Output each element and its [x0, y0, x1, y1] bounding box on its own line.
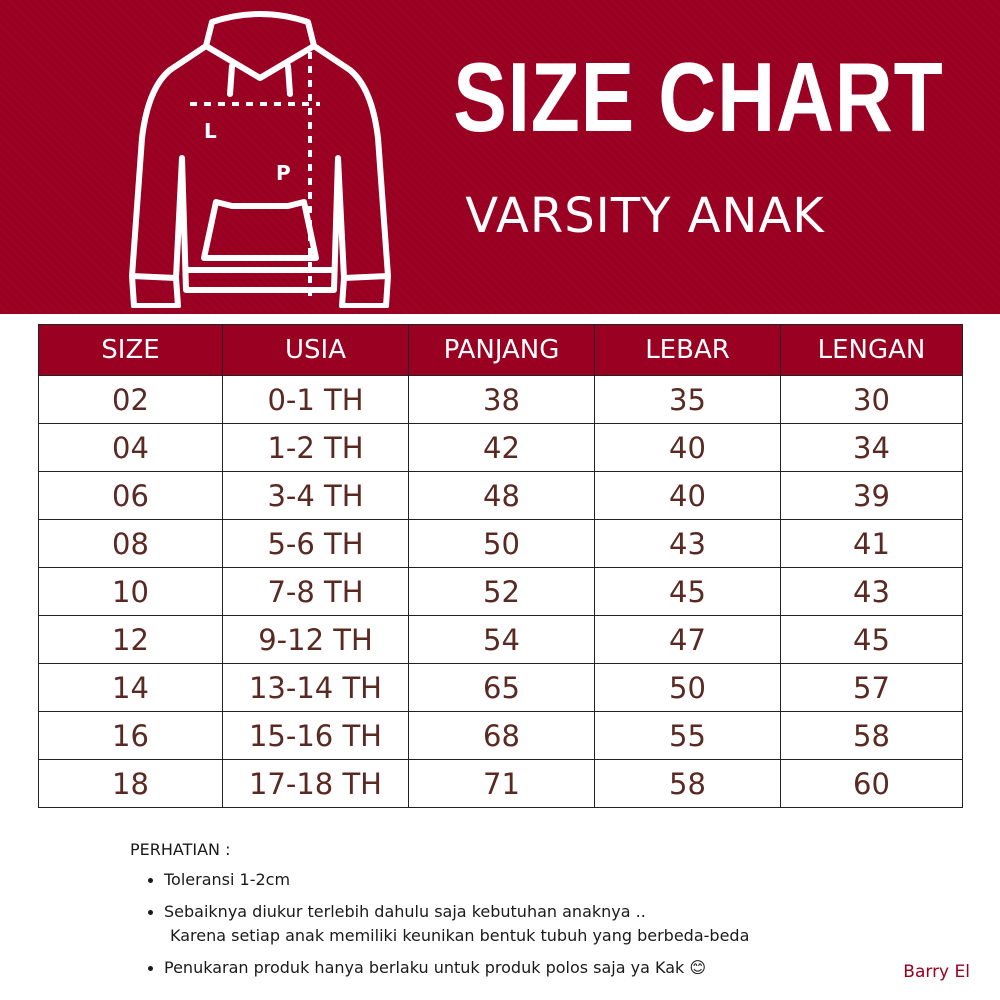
table-row	[39, 760, 963, 808]
note-text: Karena setiap anak memiliki keunikan bentuk tubuh yang berbeda-beda	[170, 926, 750, 945]
cell-lengan: 41	[781, 520, 963, 568]
cell-size: 10	[39, 568, 223, 616]
cell-size: 08	[39, 520, 223, 568]
cell-size: 02	[39, 376, 223, 424]
cell-panjang: 54	[409, 616, 595, 664]
column-header-usia: USIA	[223, 325, 409, 376]
table-row	[39, 712, 963, 760]
cell-panjang: 42	[409, 424, 595, 472]
cell-lebar: 35	[595, 376, 781, 424]
table-row	[39, 568, 963, 616]
note-text: Toleransi 1-2cm	[164, 870, 291, 889]
cell-lebar: 47	[595, 616, 781, 664]
header-banner	[0, 0, 1000, 314]
cell-panjang: 52	[409, 568, 595, 616]
cell-usia: 5-6 TH	[223, 520, 409, 568]
cell-usia: 7-8 TH	[223, 568, 409, 616]
cell-size: 16	[39, 712, 223, 760]
cell-panjang: 38	[409, 376, 595, 424]
cell-lengan: 58	[781, 712, 963, 760]
cell-lengan: 43	[781, 568, 963, 616]
cell-usia: 17-18 TH	[223, 760, 409, 808]
cell-panjang: 48	[409, 472, 595, 520]
cell-size: 04	[39, 424, 223, 472]
cell-usia: 1-2 TH	[223, 424, 409, 472]
cell-size: 12	[39, 616, 223, 664]
page-subtitle: VARSITY ANAK	[465, 188, 825, 244]
cell-usia: 3-4 TH	[223, 472, 409, 520]
column-header-size: SIZE	[39, 325, 223, 376]
cell-lebar: 58	[595, 760, 781, 808]
note-item	[130, 868, 890, 892]
cell-size: 14	[39, 664, 223, 712]
cell-lebar: 43	[595, 520, 781, 568]
note-text: Sebaiknya diukur terlebih dahulu saja kebutuhan anaknya ..	[164, 902, 646, 921]
table-row	[39, 520, 963, 568]
cell-lengan: 57	[781, 664, 963, 712]
size-table	[38, 324, 963, 808]
table-row	[39, 424, 963, 472]
cell-lebar: 40	[595, 424, 781, 472]
credit-text: Barry El	[903, 962, 970, 982]
table-row	[39, 616, 963, 664]
cell-lengan: 60	[781, 760, 963, 808]
note-item	[130, 956, 890, 980]
cell-lengan: 45	[781, 616, 963, 664]
cell-lebar: 55	[595, 712, 781, 760]
width-label: L	[204, 119, 217, 143]
cell-usia: 9-12 TH	[223, 616, 409, 664]
column-header-lengan: LENGAN	[781, 325, 963, 376]
cell-lebar: 50	[595, 664, 781, 712]
length-label: P	[276, 161, 291, 185]
note-item	[130, 900, 890, 948]
column-header-panjang: PANJANG	[409, 325, 595, 376]
table-row	[39, 376, 963, 424]
cell-lebar: 45	[595, 568, 781, 616]
cell-size: 06	[39, 472, 223, 520]
cell-size: 18	[39, 760, 223, 808]
cell-lengan: 34	[781, 424, 963, 472]
page-title: SIZE CHART	[453, 42, 944, 152]
cell-lengan: 39	[781, 472, 963, 520]
column-header-lebar: LEBAR	[595, 325, 781, 376]
cell-panjang: 65	[409, 664, 595, 712]
table-row	[39, 664, 963, 712]
cell-usia: 15-16 TH	[223, 712, 409, 760]
cell-panjang: 71	[409, 760, 595, 808]
cell-lebar: 40	[595, 472, 781, 520]
hoodie-outline-icon	[120, 8, 400, 308]
cell-panjang: 50	[409, 520, 595, 568]
cell-panjang: 68	[409, 712, 595, 760]
table-header-row	[39, 325, 963, 376]
table-row	[39, 472, 963, 520]
cell-usia: 13-14 TH	[223, 664, 409, 712]
notes-section	[130, 842, 890, 988]
cell-usia: 0-1 TH	[223, 376, 409, 424]
note-text: Penukaran produk hanya berlaku untuk produk polos saja ya Kak 😊	[164, 958, 707, 977]
notes-heading: PERHATIAN :	[130, 840, 231, 859]
cell-lengan: 30	[781, 376, 963, 424]
